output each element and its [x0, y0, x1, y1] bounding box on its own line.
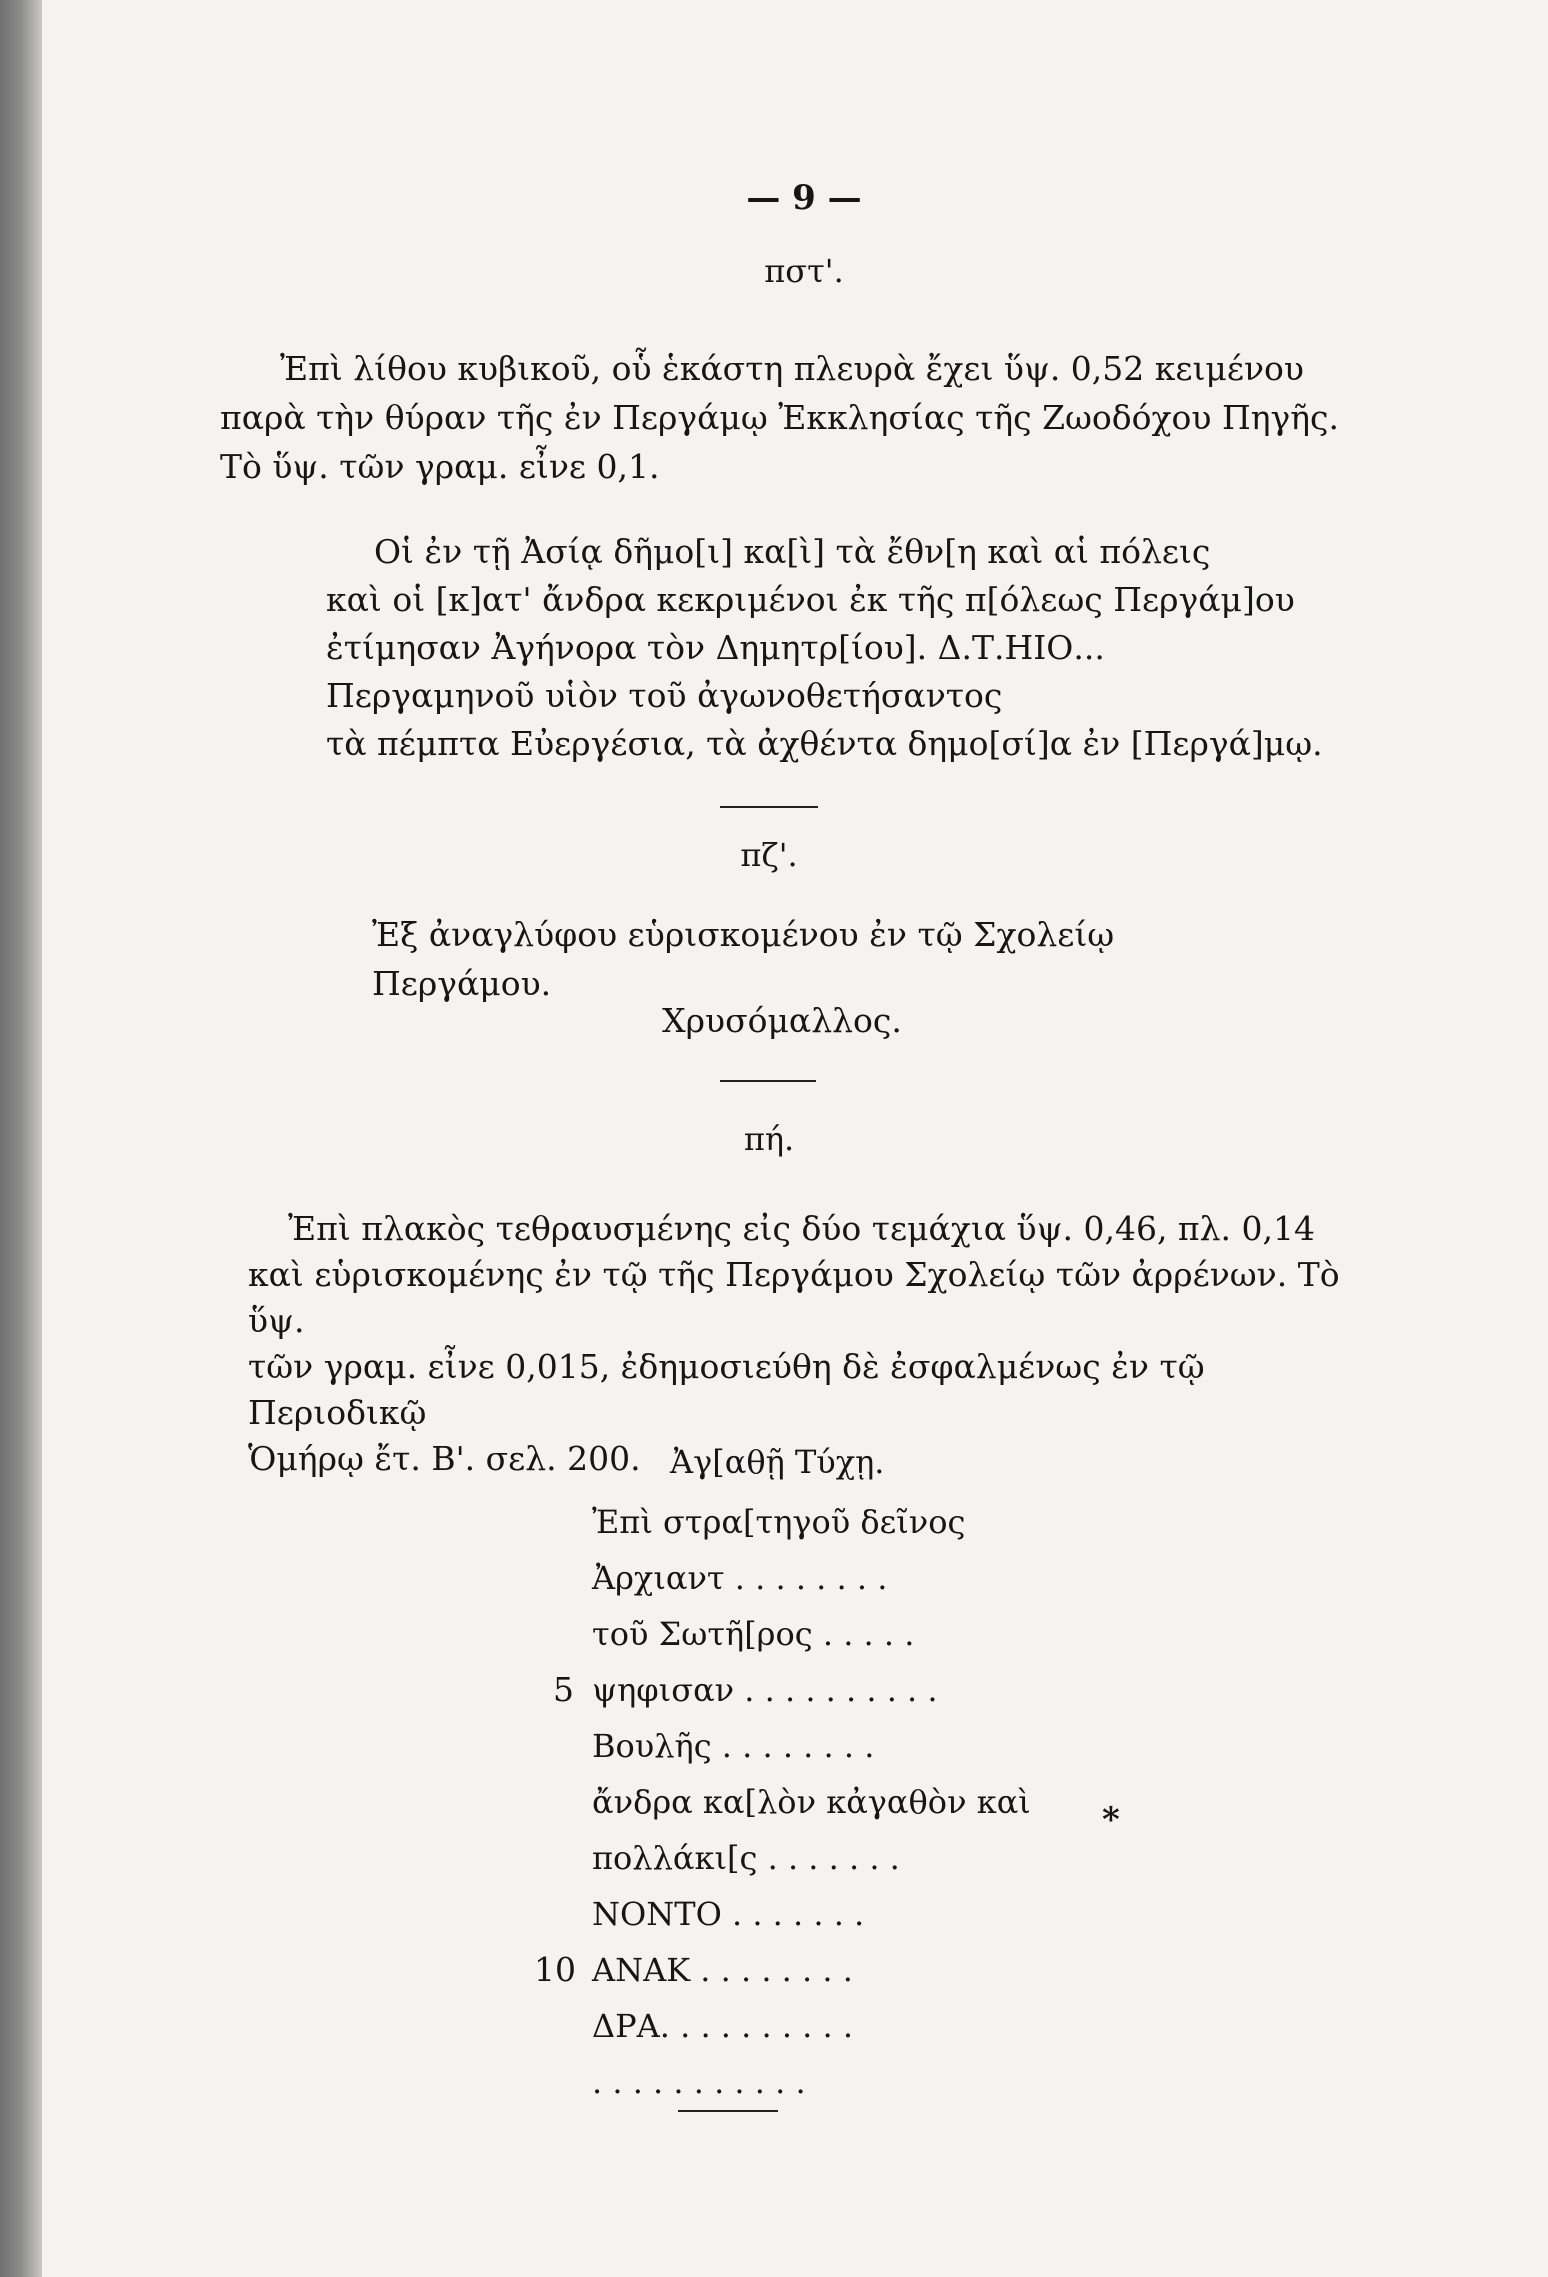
intro-line: παρὰ τὴν θύραν τῆς ἐν Περγάμῳ Ἐκκλησίας τῆς Ζωοδόχου Πηγῆς.: [220, 398, 1339, 437]
inscription-line: πολλάκι[ς . . . . . . .: [592, 1839, 900, 1877]
line-number: 5: [553, 1670, 574, 1709]
intro-line: Τὸ ὕψ. τῶν γραμ. εἶνε 0,1.: [220, 447, 660, 486]
inscription-title: Ἀγ[αθῇ Τύχῃ.: [670, 1443, 885, 1481]
inscription-line: . . . . . . . . . . .: [592, 2063, 806, 2101]
inscription-line: ἐτίμησαν Ἀγήνορα τὸν Δημητρ[ίου]. Δ.Τ.ΗΙΟ...: [326, 628, 1105, 667]
inscription-line: τοῦ Σωτῆ[ρος . . . . .: [592, 1615, 915, 1653]
line-number: 10: [534, 1950, 576, 1989]
section-number-86: πστ'.: [764, 252, 844, 290]
section-86-inscription: [326, 528, 1326, 768]
intro-line: τῶν γραμ. εἶνε 0,015, ἐδημοσιεύθη δὲ ἐσφαλμένως ἐν τῷ Περιοδικῷ: [248, 1347, 1205, 1432]
inscription-line: 5 ψηφισαν . . . . . . . . . .: [592, 1662, 1092, 1718]
footnote-mark: *: [1102, 1800, 1120, 1840]
inscription-line: Περγαμηνοῦ υἱὸν τοῦ ἀγωνοθετήσαντος: [326, 676, 1003, 715]
section-divider: [720, 1080, 816, 1082]
intro-line: Ἐπὶ πλακὸς τεθραυσμένης εἰς δύο τεμάχια ὕψ. 0,46, πλ. 0,14: [288, 1209, 1315, 1248]
page-number: — 9 —: [746, 178, 862, 218]
section-87-inscription: Χρυσόμαλλος.: [662, 1001, 902, 1040]
book-page: [42, 0, 1548, 2277]
inscription-line: Οἱ ἐν τῇ Ἀσίᾳ δῆμο[ι] κα[ὶ] τὰ ἔθν[η καὶ αἱ πόλεις: [374, 532, 1211, 571]
inscription-line: Βουλῆς . . . . . . . .: [592, 1727, 875, 1765]
inscription-line: 10 ΑΝΑΚ . . . . . . . .: [592, 1942, 1092, 1998]
section-87-intro: Ἐξ ἀναγλύφου εὑρισκομένου ἐν τῷ Σχολείῳ Περγάμου.: [372, 915, 1115, 1003]
intro-line: Ὁμήρῳ ἔτ. Β'. σελ. 200.: [248, 1439, 641, 1478]
book-spine-edge: [0, 0, 42, 2277]
inscription-line: τὰ πέμπτα Εὐεργέσια, τὰ ἀχθέντα δημο[σί]α ἐν [Περγά]μῳ.: [326, 724, 1323, 763]
inscription-line: καὶ οἱ [κ]ατ' ἄνδρα κεκριμένοι ἐκ τῆς π[όλεως Περγάμ]ου: [326, 580, 1295, 619]
inscription-line: ΝΟΝΤΟ . . . . . . .: [592, 1895, 865, 1933]
inscription-line: ΔΡΑ. . . . . . . . . .: [592, 2007, 854, 2045]
section-88-inscription: [534, 1494, 1092, 2110]
inscription-line: Ἐπὶ στρα[τηγοῦ δεῖνος: [592, 1503, 966, 1541]
section-number-87: πζ'.: [740, 836, 798, 874]
section-divider: [720, 806, 818, 808]
intro-line: Ἐπὶ λίθου κυβικοῦ, οὗ ἑκάστη πλευρὰ ἔχει ὕψ. 0,52 κειμένου: [280, 349, 1304, 388]
intro-line: καὶ εὑρισκομένης ἐν τῷ τῆς Περγάμου Σχολείῳ τῶν ἀρρένων. Τὸ ὕψ.: [248, 1255, 1340, 1340]
section-86-intro: [220, 344, 1360, 491]
section-divider: [678, 2110, 778, 2112]
inscription-line: ἄνδρα κα[λὸν κἀγαθὸν καὶ: [592, 1783, 1031, 1821]
section-number-88: πή.: [743, 1120, 795, 1158]
inscription-line: Ἀρχιαντ . . . . . . . .: [592, 1559, 888, 1597]
